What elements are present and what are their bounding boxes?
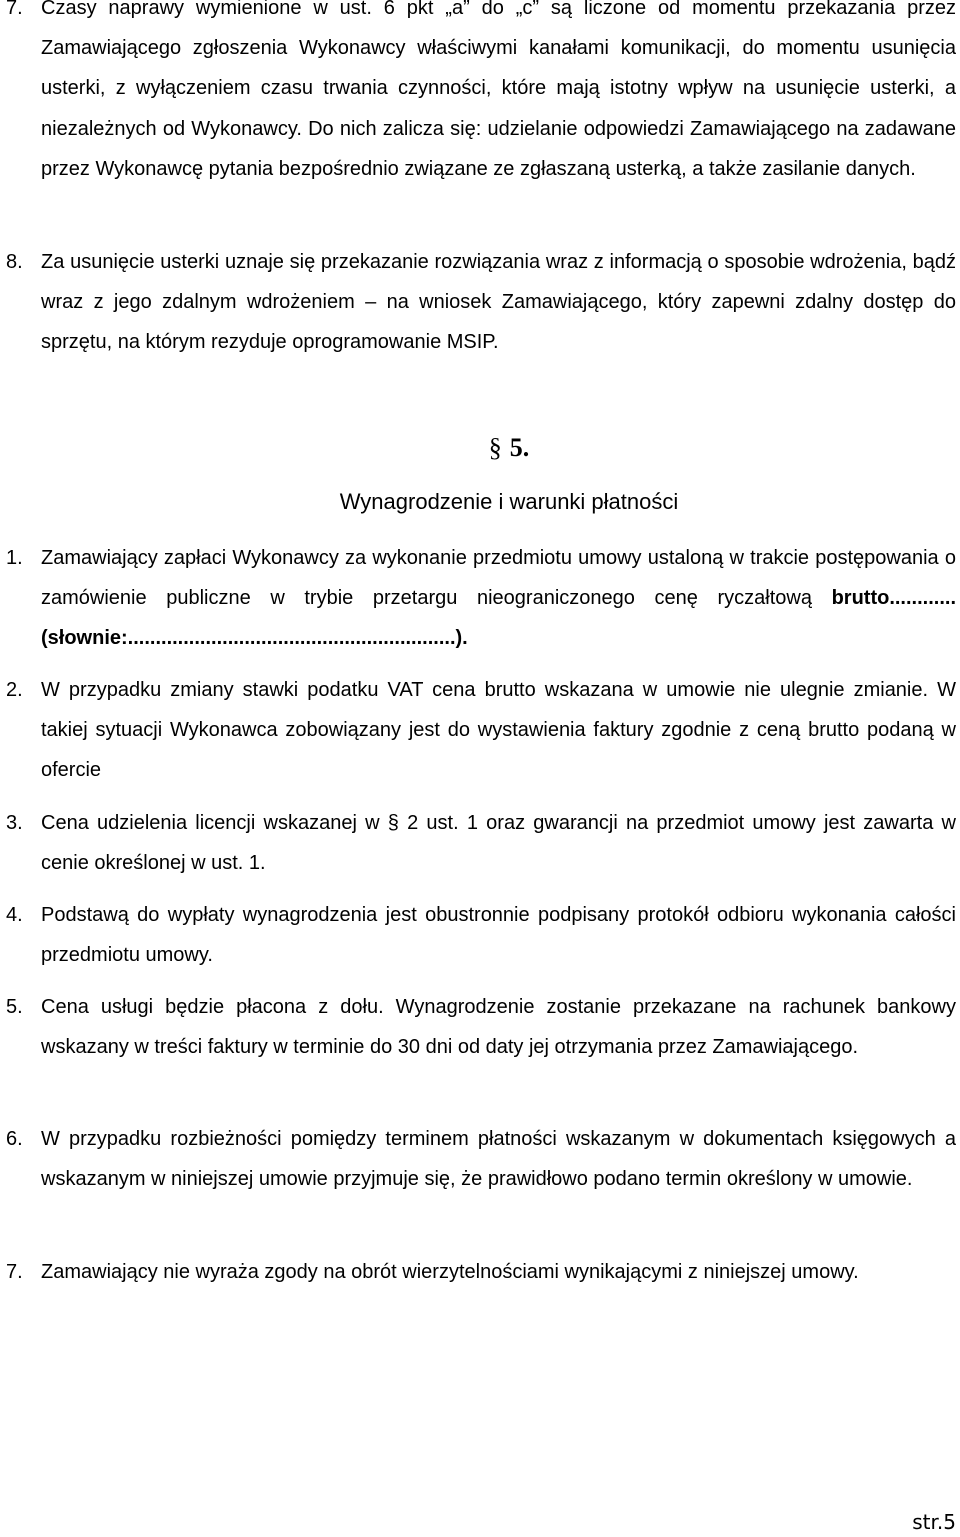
- paragraph-text: Podstawą do wypłaty wynagrodzenia jest obustronnie podpisany protokół odbioru wykonania całości przedmiotu umowy.: [41, 904, 956, 967]
- section5-item-1-price: [6, 538, 956, 659]
- paragraph-number: 4.: [6, 904, 23, 926]
- section-heading-number: [0, 428, 960, 468]
- paragraph-text: W przypadku rozbieżności pomiędzy terminem płatności wskazanym w dokumentach księgowych a wskazanym w niniejszej umowie przyjmuje się, że prawidłowo podano termin określony w umowie.: [41, 1128, 956, 1191]
- page-number: str.5: [912, 1510, 956, 1534]
- paragraph-text: Cena usługi będzie płacona z dołu. Wynagrodzenie zostanie przekazane na rachunek bankowy wskazany w treści faktury w terminie do 30 dni od daty jej otrzymania przez Zamawiającego.: [41, 996, 956, 1059]
- paragraph-7-repair-times: [6, 0, 956, 189]
- paragraph-number: 8.: [6, 251, 23, 273]
- paragraph-number: 1.: [6, 547, 23, 569]
- paragraph-text: Cena udzielenia licencji wskazanej w § 2 ust. 1 oraz gwarancji na przedmiot umowy jest zawarta w cenie określonej w ust. 1.: [41, 812, 956, 875]
- paragraph-text: W przypadku zmiany stawki podatku VAT cena brutto wskazana w umowie nie ulegnie zmianie. W takiej sytuacji Wykonawca zobowiązany jest do wystawienia faktury zgodnie z ceną brutto podaną w ofercie: [41, 679, 956, 782]
- paragraph-number: 7.: [6, 0, 23, 19]
- paragraph-text: [41, 538, 956, 659]
- section-title: Wynagrodzenie i warunki płatności: [339, 489, 679, 514]
- paragraph-text-plain: Zamawiający zapłaci Wykonawcy za wykonanie przedmiotu umowy ustaloną w trakcie postępowania o zamówienie publiczne w trybie przetargu nieograniczonego cenę ryczałtową: [41, 547, 956, 610]
- paragraph-text: Czasy naprawy wymienione w ust. 6 pkt „a” do „c” są liczone od momentu przekazania przez Zamawiającego zgłoszenia Wykonawcy właściwymi kanałami komunikacji, do momentu usunięcia usterki, z wyłączeniem czasu trwania czynności, które mają istotny wpływ na usunięcie usterki, a niezależnych od Wykonawcy. Do nich zalicza się: udzielanie odpowiedzi Zamawiającego na zadawane przez Wykonawcę pytania bezpośrednio związane ze zgłaszaną usterką, a także zasilanie danych.: [41, 0, 956, 180]
- paragraph-text: Za usunięcie usterki uznaje się przekazanie rozwiązania wraz z informacją o sposobie wdrożenia, bądź wraz z jego zdalnym wdrożeniem – na wniosek Zamawiającego, który zapewni zdalny dostęp do sprzętu, na którym rezyduje oprogramowanie MSIP.: [41, 251, 956, 354]
- paragraph-number: 6.: [6, 1128, 23, 1150]
- paragraph-number: 2.: [6, 679, 23, 701]
- price-blank-bold: brutto............ (słownie:...........................................................).: [41, 587, 956, 650]
- paragraph-number: 5.: [6, 996, 23, 1018]
- section5-item-7-receivables: [6, 1252, 956, 1292]
- section5-item-5-payment-terms: [6, 987, 956, 1067]
- paragraph-8-defect-removal: [6, 242, 956, 363]
- section5-item-6-discrepancy: [6, 1119, 956, 1199]
- section-number: 5.: [509, 433, 530, 462]
- section-sign: §: [488, 433, 502, 462]
- paragraph-number: 7.: [6, 1261, 23, 1283]
- section5-item-3-license-price: [6, 803, 956, 883]
- section5-item-2-vat: [6, 670, 956, 791]
- paragraph-text: Zamawiający nie wyraża zgody na obrót wierzytelnościami wynikającymi z niniejszej umowy.: [41, 1261, 859, 1283]
- section5-item-4-payment-basis: [6, 895, 956, 975]
- paragraph-number: 3.: [6, 812, 23, 834]
